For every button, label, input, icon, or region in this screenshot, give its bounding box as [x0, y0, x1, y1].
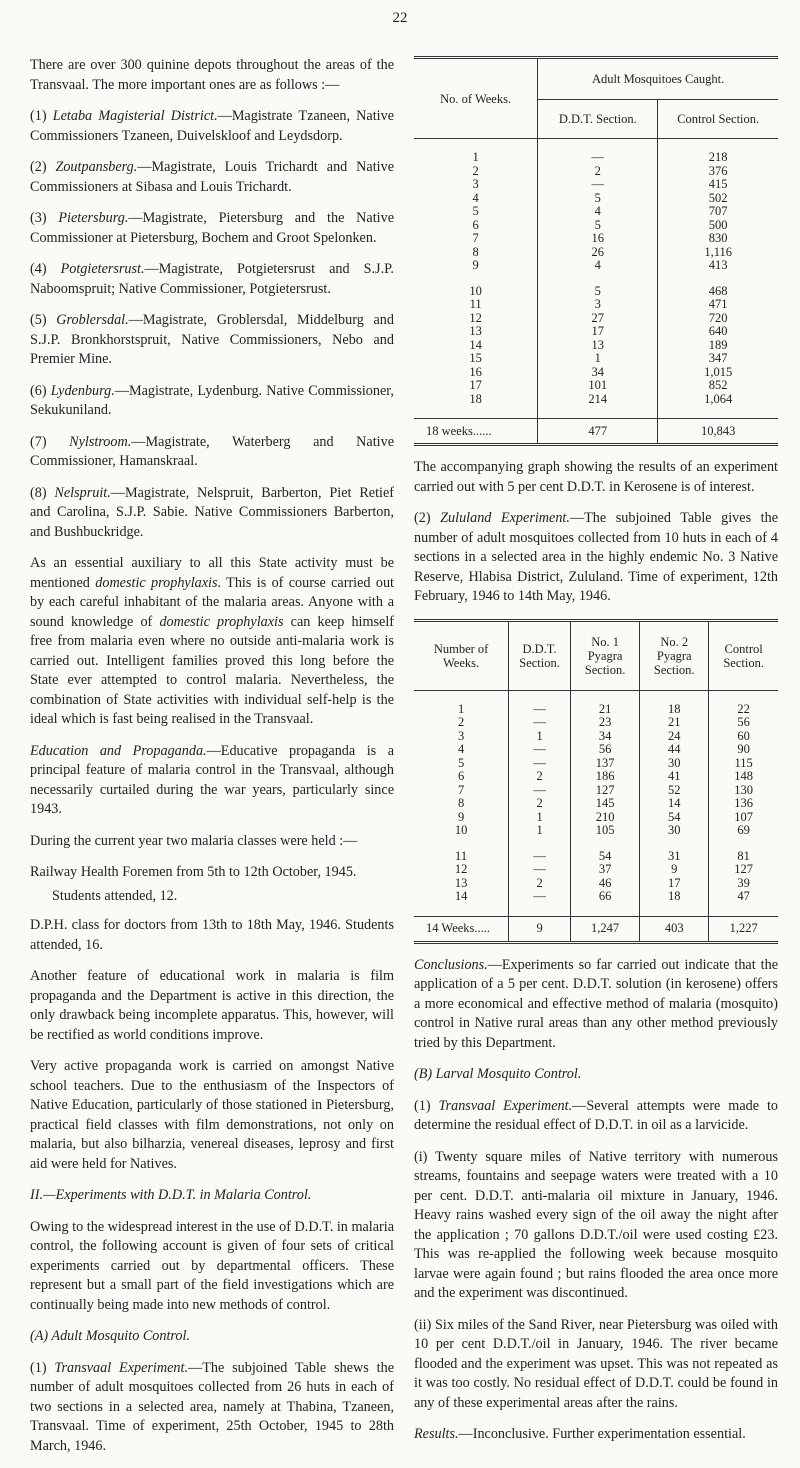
section-heading-larval: (B) Larval Mosquito Control. [414, 1066, 582, 1082]
table1-header-ddt: D.D.T. Section. [538, 100, 658, 139]
table-cell: 18 [640, 890, 709, 904]
class-dph: D.P.H. class for doctors from 13th to 18th May, 1946. Students attended, 16. [30, 917, 394, 953]
table-cell: 54 [571, 850, 640, 864]
table-cell: 81 [737, 848, 750, 863]
table-row [414, 285, 778, 299]
page-number: 22 [392, 10, 408, 26]
table-cell: 37 [571, 863, 640, 877]
table-total-cell: 1,227 [709, 916, 778, 942]
table-cell: 23 [571, 716, 640, 730]
table-cell: 8 [414, 246, 538, 260]
table-cell: — [509, 743, 571, 757]
table-cell: 16 [414, 366, 538, 380]
depot-item: (6) Lydenburg.—Magistrate, Lydenburg. Native Commissioner, Sekukuniland. [30, 382, 394, 418]
table-row [414, 259, 778, 273]
depot-item: (7) Nylstroom.—Magistrate, Waterberg and Native Commissioner, Hamanskraal. [30, 433, 394, 469]
table-cell: 1,015 [704, 364, 733, 379]
table-cell: 54 [640, 811, 709, 825]
table-cell: 2 [538, 165, 658, 179]
table-cell: 10 [414, 285, 538, 299]
graph-note: The accompanying graph showing the results of an experiment carried out with 5 per cent D.D.T. in Kerosene is of interest. [414, 459, 778, 495]
table-cell: 3 [414, 178, 538, 192]
domestic-prophylaxis-paragraph: As an essential auxiliary to all this State activity must be mentioned domestic prophylaxis. This is of course carried out by each careful inhabitant of the malaria areas. Anyone with a sound knowledge of domestic prophylaxis can keep himself free from malaria even where no outside anti-malaria work is carried out. Intelligent families proved this long before the State ever attempted to control malaria. Nevertheless, the combination of State activities with individual self-help is the ideal which is fast being realised in the Transvaal. [30, 555, 394, 727]
table-cell: 13 [538, 339, 658, 353]
table-cell: 46 [571, 877, 640, 891]
table-cell: 16 [538, 232, 658, 246]
table-cell: 22 [737, 701, 750, 716]
table-row [414, 770, 778, 784]
table-cell: — [538, 178, 658, 192]
table-cell: — [538, 151, 658, 165]
table-cell: 5 [538, 219, 658, 233]
table-cell: 5 [414, 757, 509, 771]
depot-item: (1) Letaba Magisterial District.—Magistrate Tzaneen, Native Commissioners Tzaneen, Duivelskloof and Leydsdorp. [30, 108, 395, 144]
section-heading-ddt: II.—Experiments with D.D.T. in Malaria Control. [30, 1187, 312, 1203]
table-cell: 1,116 [704, 244, 733, 259]
table-cell: 471 [708, 297, 728, 312]
table-cell: — [509, 716, 571, 730]
table-row [414, 824, 778, 838]
depot-item: (4) Potgietersrust.—Magistrate, Potgietersrust and S.J.P. Naboomspruit; Native Commissioner, Potgietersrust. [30, 261, 394, 297]
table-cell: 101 [538, 379, 658, 393]
table-cell: 10 [414, 824, 509, 838]
zululand-table [414, 619, 778, 944]
larval-i-paragraph: (i) Twenty square miles of Native territory with numerous streams, fountains and seepage waters were treated with a 10 per cent. D.D.T. anti-malaria oil mixture in January, 1946. Heavy rains washed every sign of the oil away the night after the application ; 70 gallons D.D.T./oil were used costing £23. This was re-applied the following week because mosquito larvae were again found ; but rains flooded the area once more and the experiment was discontinued. [414, 1148, 778, 1301]
depots-intro: There are over 300 quinine depots throughout the areas of the Transvaal. The more important ones are as follows :— [30, 57, 394, 93]
table-cell: 18 [640, 703, 709, 717]
table-cell: 44 [640, 743, 709, 757]
table-cell: 145 [571, 797, 640, 811]
table1-header-group: Adult Mosquitoes Caught. [538, 58, 778, 100]
results-paragraph: Results.—Inconclusive. Further experimentation essential. [414, 1426, 746, 1442]
table-cell: — [509, 703, 571, 717]
table-cell: 39 [737, 875, 750, 890]
table-row [414, 339, 778, 353]
table-cell: 5 [414, 205, 538, 219]
table-cell: 17 [538, 325, 658, 339]
table-row [414, 312, 778, 326]
table-cell: 137 [571, 757, 640, 771]
table-cell: 47 [737, 889, 750, 904]
table-cell: 34 [538, 366, 658, 380]
table-cell: 21 [640, 716, 709, 730]
table-cell: 218 [708, 150, 728, 165]
table-cell: 115 [734, 755, 753, 770]
table-row [414, 219, 778, 233]
table-cell: 9 [414, 811, 509, 825]
depot-item: (5) Groblersdal.—Magistrate, Groblersdal, Middelburg and S.J.P. Bronkhorstspruit, Native Commissioners, Nebo and Premier Mine. [30, 312, 394, 367]
table-row [414, 178, 778, 192]
table-cell: 468 [708, 283, 728, 298]
table-cell: 15 [414, 352, 538, 366]
table-cell: 6 [414, 770, 509, 784]
table-cell: 1 [509, 811, 571, 825]
depot-item: (8) Nelspruit.—Magistrate, Nelspruit, Barberton, Piet Retief and Carolina, S.J.P. Sabie. Native Commissioners Barberton, and Bushbuckridge. [30, 484, 394, 540]
table-cell: 6 [414, 219, 538, 233]
table-cell: 2 [509, 770, 571, 784]
table-cell: 720 [708, 310, 728, 325]
table-cell: 2 [509, 797, 571, 811]
table-cell: 4 [414, 743, 509, 757]
table-cell: 3 [538, 298, 658, 312]
film-paragraph: Another feature of educational work in malaria is film propaganda and the Department is active in this direction, the only drawback being incomplete apparatus. This, however, will be rectified as world conditions improve. [30, 968, 394, 1043]
table-cell: 34 [571, 730, 640, 744]
table-row [414, 730, 778, 744]
table-cell: 640 [708, 324, 728, 339]
table-row [414, 784, 778, 798]
table-cell: 26 [538, 246, 658, 260]
table-cell: 8 [414, 797, 509, 811]
table-total-cell: 14 Weeks..... [414, 916, 509, 942]
table-cell: 90 [737, 742, 750, 757]
table-row [414, 379, 778, 393]
table-cell: 56 [737, 715, 750, 730]
table-cell: — [509, 784, 571, 798]
table-row [414, 192, 778, 206]
table-cell: 4 [538, 205, 658, 219]
table-cell: 12 [414, 312, 538, 326]
table-row [414, 298, 778, 312]
table-cell: 27 [538, 312, 658, 326]
table2-header-p1: No. 1 Pyagra Section. [571, 620, 640, 690]
table-cell: 1 [509, 730, 571, 744]
active-propaganda-paragraph: Very active propaganda work is carried on amongst Native school teachers. Due to the enthusiasm of the Inspectors of Native Education, particularly of those stationed in Pietersburg, practical field classes with film demonstrations, not only on malaria, but also bilharzia, venereal diseases, leprosy and first aid were held for Natives. [30, 1058, 394, 1172]
table1-header-control: Control Section. [658, 100, 778, 139]
table-cell: 14 [414, 339, 538, 353]
table-cell: 1,064 [704, 391, 733, 406]
table-cell: 130 [734, 782, 754, 797]
table-cell: 41 [640, 770, 709, 784]
table-cell: 127 [571, 784, 640, 798]
table-row [414, 325, 778, 339]
table2-header-ddt: D.D.T. Section. [509, 620, 571, 690]
table-cell: 500 [708, 217, 728, 232]
depot-item: (2) Zoutpansberg.—Magistrate, Louis Trichardt and Native Commissioners at Sibasa and Louis Trichardt. [30, 159, 394, 195]
table1-header-weeks: No. of Weeks. [414, 58, 538, 139]
table-total-cell: 9 [509, 916, 571, 942]
table-cell: 127 [734, 862, 754, 877]
table-total-cell: 10,843 [658, 419, 778, 445]
class-railway-students: Students attended, 12. [52, 887, 178, 904]
table-row [414, 890, 778, 904]
table-cell: 1 [509, 824, 571, 838]
depot-list [30, 107, 394, 542]
zululand-experiment-paragraph: (2) Zululand Experiment.—The subjoined Table gives the number of adult mosquitoes collected from 10 huts in each of 4 sections in a selected area in the highly endemic No. 3 Native Reserve, Hlabisa District, Zululand. Time of experiment, 12th February, 1946 to 14th May, 1946. [414, 510, 779, 604]
table-cell: 56 [571, 743, 640, 757]
ddt-intro-paragraph: Owing to the widespread interest in the use of D.D.T. in malaria control, the following account is given of four sets of critical experiments carried out by departmental officers. These represent but a small part of the field investigations which are continually being made into new methods of control. [30, 1218, 394, 1313]
table-cell: 7 [414, 232, 538, 246]
class-railway: Railway Health Foremen from 5th to 12th October, 1945. [30, 864, 357, 880]
table-cell: 14 [414, 890, 509, 904]
education-paragraph: Education and Propaganda.—Educative propaganda is a principal feature of malaria control in the Transvaal, although necessarily curtailed during the war years, particularly since 1943. [30, 742, 394, 817]
table-cell: 14 [640, 797, 709, 811]
table-cell: 347 [708, 351, 728, 366]
table-cell: 2 [414, 165, 538, 179]
table-row [414, 850, 778, 864]
table-cell: 2 [414, 716, 509, 730]
table-cell: 13 [414, 325, 538, 339]
table-total-row [414, 916, 778, 942]
table-cell: 13 [414, 877, 509, 891]
table-cell: 830 [708, 231, 728, 246]
table-cell: 502 [708, 190, 728, 205]
table-cell: 189 [708, 337, 728, 352]
table-cell: 21 [571, 703, 640, 717]
table-cell: 11 [414, 850, 509, 864]
table-row [414, 863, 778, 877]
table-cell: 18 [414, 393, 538, 407]
larval-experiment-paragraph: (1) Transvaal Experiment.—Several attempts were made to determine the residual effect of D.D.T. in oil as a larvicide. [414, 1097, 778, 1133]
table-cell: 66 [571, 890, 640, 904]
table-total-cell: 477 [538, 419, 658, 445]
table-cell: 60 [737, 728, 750, 743]
table-cell: 2 [509, 877, 571, 891]
table-row [414, 743, 778, 757]
table-total-cell: 403 [640, 916, 709, 942]
table-cell: 1 [414, 703, 509, 717]
table-cell: 214 [538, 393, 658, 407]
table-total-row [414, 419, 778, 445]
table-cell: — [509, 863, 571, 877]
depot-item: (3) Pietersburg.—Magistrate, Pietersburg and the Native Commissioner at Pietersburg, Bochem and Groot Spelonken. [30, 210, 395, 246]
table-row [414, 232, 778, 246]
table-row [414, 703, 778, 717]
table-cell: 413 [708, 258, 728, 273]
table-row [414, 246, 778, 260]
table-cell: 136 [734, 796, 754, 811]
conclusions-paragraph: Conclusions.—Experiments so far carried out indicate that the application of a 5 per cent. D.D.T. solution (in kerosene) offers a more economical and effective method of malaria (mosquito) control in Native rural areas than any other method previously tried by this Department. [414, 956, 778, 1051]
table-row [414, 165, 778, 179]
table-cell: 9 [640, 863, 709, 877]
table2-header-control: Control Section. [709, 620, 778, 690]
table-cell: 105 [571, 824, 640, 838]
table-row [414, 877, 778, 891]
table-row [414, 757, 778, 771]
table-cell: 7 [414, 784, 509, 798]
table-cell: 12 [414, 863, 509, 877]
table-row [414, 716, 778, 730]
transvaal-table [414, 56, 778, 446]
table-cell: 210 [571, 811, 640, 825]
table-cell: 707 [708, 204, 728, 219]
table-cell: 69 [737, 823, 750, 838]
table-cell: 1 [414, 151, 538, 165]
section-heading-adult: (A) Adult Mosquito Control. [30, 1328, 191, 1344]
left-column [30, 56, 394, 1468]
table-cell: 376 [708, 163, 728, 178]
classes-intro: During the current year two malaria classes were held :— [30, 832, 358, 849]
transvaal-experiment-paragraph: (1) Transvaal Experiment.—The subjoined Table shews the number of adult mosquitoes collected from 26 huts in each of two sections in a selected area, namely at Thabina, Tzaneen, Transvaal. Time of experiment, 25th October, 1945 to 28th March, 1946. [30, 1359, 394, 1454]
table-row [414, 811, 778, 825]
table-cell: 17 [640, 877, 709, 891]
table2-header-weeks: Number of Weeks. [414, 620, 509, 690]
table-row [414, 366, 778, 380]
right-column [414, 56, 778, 1457]
table-cell: — [509, 890, 571, 904]
table-cell: 3 [414, 730, 509, 744]
table-row [414, 205, 778, 219]
table-cell: 9 [414, 259, 538, 273]
table-cell: 5 [538, 192, 658, 206]
table-cell: 11 [414, 298, 538, 312]
table-cell: 1 [538, 352, 658, 366]
table-cell: 4 [414, 192, 538, 206]
table-cell: 17 [414, 379, 538, 393]
table-cell: — [509, 850, 571, 864]
table-cell: 5 [538, 285, 658, 299]
table-cell: 186 [571, 770, 640, 784]
table-cell: 24 [640, 730, 709, 744]
table-row [414, 393, 778, 407]
table-total-cell: 1,247 [571, 916, 640, 942]
table-cell: — [509, 757, 571, 771]
table-cell: 415 [708, 177, 728, 192]
table-row [414, 352, 778, 366]
table-cell: 31 [640, 850, 709, 864]
table-cell: 852 [708, 378, 728, 393]
table-cell: 148 [734, 769, 754, 784]
table-cell: 52 [640, 784, 709, 798]
table2-header-p2: No. 2 Pyagra Section. [640, 620, 709, 690]
larval-ii-paragraph: (ii) Six miles of the Sand River, near Pietersburg was oiled with 10 per cent D.D.T./oil in January, 1946. The river became flooded and the experiment was upset. This was not repeated as it was too costly. No residual effect of D.D.T. could be found in any of these experimental areas after the rains. [414, 1316, 778, 1411]
table-row [414, 797, 778, 811]
table-row [414, 151, 778, 165]
table-cell: 30 [640, 824, 709, 838]
table-total-cell: 18 weeks...... [414, 419, 538, 445]
table-cell: 4 [538, 259, 658, 273]
table-cell: 30 [640, 757, 709, 771]
table-cell: 107 [734, 809, 754, 824]
